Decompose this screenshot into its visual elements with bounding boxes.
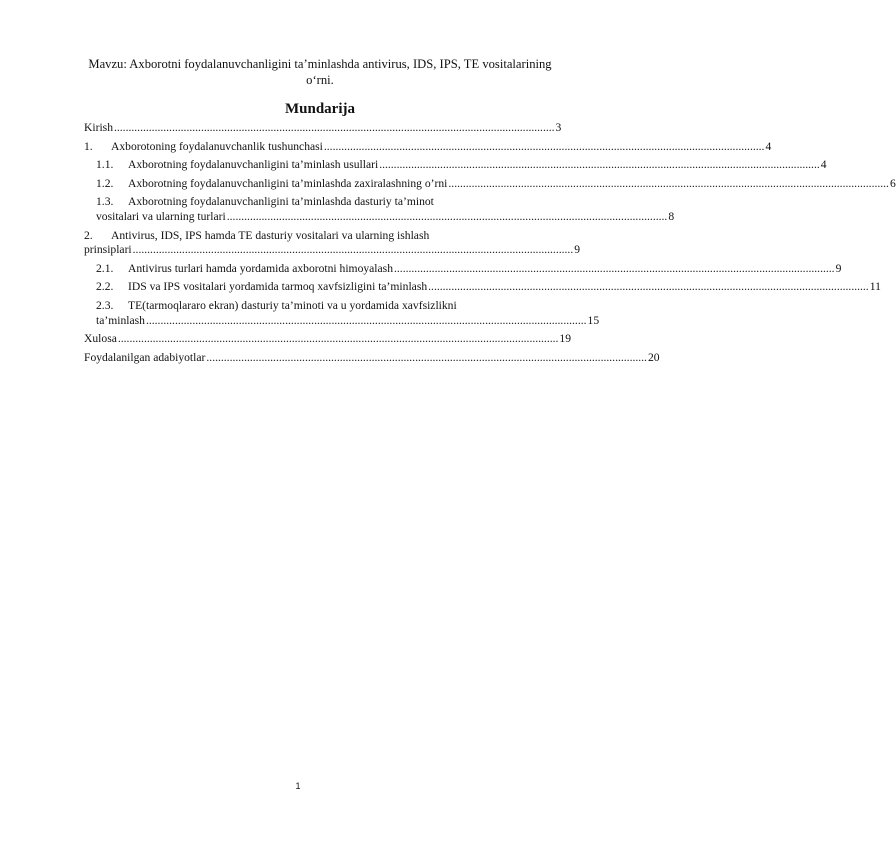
toc-page-number: 4 [765,139,772,153]
toc-entry-xulosa[interactable] [84,332,572,347]
toc-page-number: 3 [555,121,562,134]
toc-section-number: 2.2. [96,280,114,294]
toc-section-number: 1. [84,139,93,153]
toc-entry-section-1[interactable] [84,139,772,155]
dot-leader: ........................................................................................................................................................ [379,158,820,172]
toc-section-number: 1.1. [96,158,114,172]
toc-section-number: 1.2. [96,176,114,190]
toc-entry-adabiyotlar[interactable] [84,350,660,366]
toc-entry-title: Antivirus, IDS, IPS hamda TE dasturiy vositalari va ularning ishlash [111,228,430,242]
toc-entry-title: Axborotning foydalanuvchanligini ta’minlash usullari [128,158,379,172]
table-of-contents [84,121,896,365]
dot-leader: ........................................................................................................................................................ [145,313,587,327]
toc-page-number: 6 [889,176,896,190]
dot-leader: ........................................................................................................................................................ [448,176,889,190]
toc-heading: Mundarija [284,101,355,117]
toc-entry-section-2-1[interactable] [84,261,842,277]
toc-entry-kirish[interactable] [84,121,562,136]
toc-entry-section-1-3[interactable] [84,195,675,224]
toc-entry-section-1-1[interactable] [84,158,827,173]
toc-page-number: 20 [647,350,660,364]
dot-leader: ........................................................................................................................................................ [428,280,869,294]
toc-entry-title: Antivirus turlari hamda yordamida axborotni himoyalash [128,261,393,275]
toc-section-number: 2.3. [96,298,114,312]
page-number: 1 [295,781,301,791]
toc-page-number: 15 [587,313,600,327]
document-topic: Mavzu: Axborotni foydalanuvchanligini ta’minlashda antivirus, IDS, IPS, TE vositalarining o‘rni. [88,57,552,87]
toc-entry-title: Kirish [84,121,113,134]
toc-page-number: 4 [820,158,827,172]
toc-section-number: 2.1. [96,261,114,275]
toc-page-number: 8 [668,209,675,223]
dot-leader: ........................................................................................................................................................ [226,209,668,223]
dot-leader: ........................................................................................................................................................ [323,139,765,153]
toc-entry-title: TE(tarmoqlararo ekran) dasturiy ta’minoti va u yordamida xavfsizlikni [128,298,457,312]
toc-entry-title: Axborotning foydalanuvchanligini ta’minlashda dasturiy ta’minot [128,195,434,209]
toc-entry-section-2[interactable] [84,228,581,258]
toc-entry-title: Axborotoning foydalanuvchanlik tushunchasi [111,139,323,153]
toc-entry-title: Foydalanilgan adabiyotlar [84,350,206,364]
toc-entry-title: Axborotning foydalanuvchanligini ta’minlashda zaxiralashning o’rni [128,176,448,190]
toc-page-number: 11 [869,280,881,294]
toc-page-number: 9 [574,243,581,257]
dot-leader: ........................................................................................................................................................ [394,261,835,275]
toc-entry-title: Xulosa [84,332,117,346]
toc-entry-section-1-2[interactable] [84,176,896,192]
toc-page-number: 19 [559,332,572,346]
dot-leader: ........................................................................................................................................................ [117,332,559,346]
dot-leader: ........................................................................................................................................................ [132,243,574,257]
toc-section-number: 1.3. [96,195,114,209]
toc-entry-section-2-3[interactable] [84,298,600,328]
toc-entry-title-continued: vositalari va ularning turlari [96,209,226,223]
toc-section-number: 2. [84,228,93,242]
dot-leader: ........................................................................................................................................................ [113,121,555,134]
toc-entry-section-2-2[interactable] [84,280,881,295]
toc-entry-title-continued: prinsiplari [84,243,132,257]
toc-entry-title-continued: ta’minlash [96,313,145,327]
toc-entry-title: IDS va IPS vositalari yordamida tarmoq xavfsizligini ta’minlash [128,280,428,294]
toc-page-number: 9 [835,261,842,275]
dot-leader: ........................................................................................................................................................ [206,350,647,364]
